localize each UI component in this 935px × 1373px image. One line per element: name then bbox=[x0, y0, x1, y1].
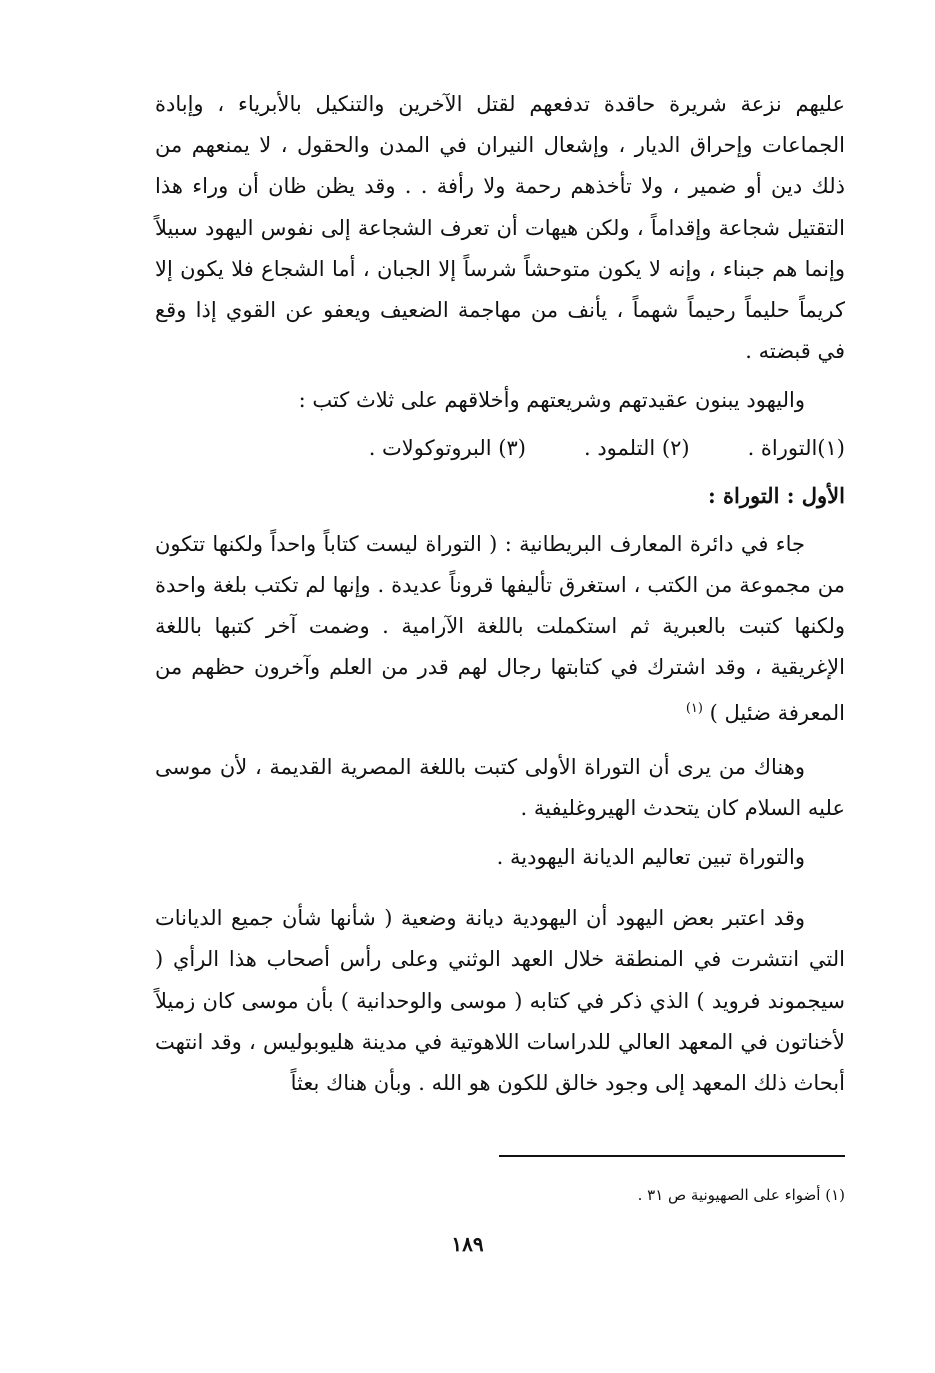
page-number: ١٨٩ bbox=[451, 1232, 484, 1256]
book-item-talmud: (٢) التلمود . bbox=[583, 435, 690, 460]
paragraph-4: وهناك من يرى أن التوراة الأولى كتبت باللغة المصرية القديمة ، لأن موسى عليه السلام كان يتحدث الهيروغليفية . bbox=[155, 754, 845, 820]
paragraph-5: والتوراة تبين تعاليم الديانة اليهودية . bbox=[496, 845, 805, 870]
section-heading: الأول : التوراة : bbox=[707, 482, 845, 508]
footnote: (١) أضواء على الصهيونية ص ٣١ . bbox=[637, 1186, 845, 1204]
paragraph-2: واليهود يبنون عقيدتهم وشريعتهم وأخلاقهم على ثلاث كتب : bbox=[298, 388, 805, 413]
paragraph-3-text: جاء في دائرة المعارف البريطانية : ( التوراة ليست كتاباً واحداً ولكنها تتكون من مجموعة من الكتب ، استغرق تأليفها قروناً عديدة . وإنها لم تكتب بلغة واحدة ولكنها كتبت بالعبرية ثم استكملت باللغة الآرامية . وضمت آخر كتبها باللغة الإغريقية ، وقد اشترك في كتابتها رجال لهم قدر من العلم وآخرون حظهم من المعرفة ضئيل ) bbox=[155, 531, 845, 726]
footnote-divider bbox=[499, 1155, 845, 1157]
paragraph-1: عليهم نزعة شريرة حاقدة تدفعهم لقتل الآخرين والتنكيل بالأبرياء ، وإبادة الجماعات وإحراق الديار ، وإشعال النيران في المدن والحقول ، لا يمنعهم من ذلك دين أو ضمير ، ولا تأخذهم رحمة ولا رأفة . . وقد يظن ظان أن وراء هذا التقتيل شجاعة وإقداماً ، ولكن هيهات أن تعرف الشجاعة إلى نفوس اليهود سبيلاً وإنما هم جبناء ، وإنه لا يكون متوحشاً شرساً إلا الجبان ، أما الشجاع فلا يكون إلا كريماً حليماً رحيماً شهماً ، يأنف من مهاجمة الضعيف ويعفو عن القوي إذا وقع في قبضته . bbox=[155, 92, 845, 364]
book-item-protocols: (٣) البروتوكولات . bbox=[368, 435, 526, 460]
page-body bbox=[155, 84, 845, 1104]
book-item-torah: (١)التوراة . bbox=[747, 435, 845, 460]
books-list bbox=[155, 428, 845, 469]
paragraph-6: وقد اعتبر بعض اليهود أن اليهودية ديانة وضعية ( شأنها شأن جميع الديانات التي انتشرت في المنطقة خلال العهد الوثني وعلى رأس أصحاب هذا الرأي ( سيجموند فرويد ) الذي ذكر في كتابه ( موسى والوحدانية ) بأن موسى كان زميلاً لأخناتون في المعهد العالي للدراسات اللاهوتية في مدينة هليوبوليس ، وقد انتهت أبحاث ذلك المعهد إلى وجود خالق للكون هو الله . وبأن هناك بعثاً bbox=[155, 906, 845, 1096]
footnote-ref: (١) bbox=[685, 701, 703, 717]
paragraph-3 bbox=[155, 524, 845, 735]
